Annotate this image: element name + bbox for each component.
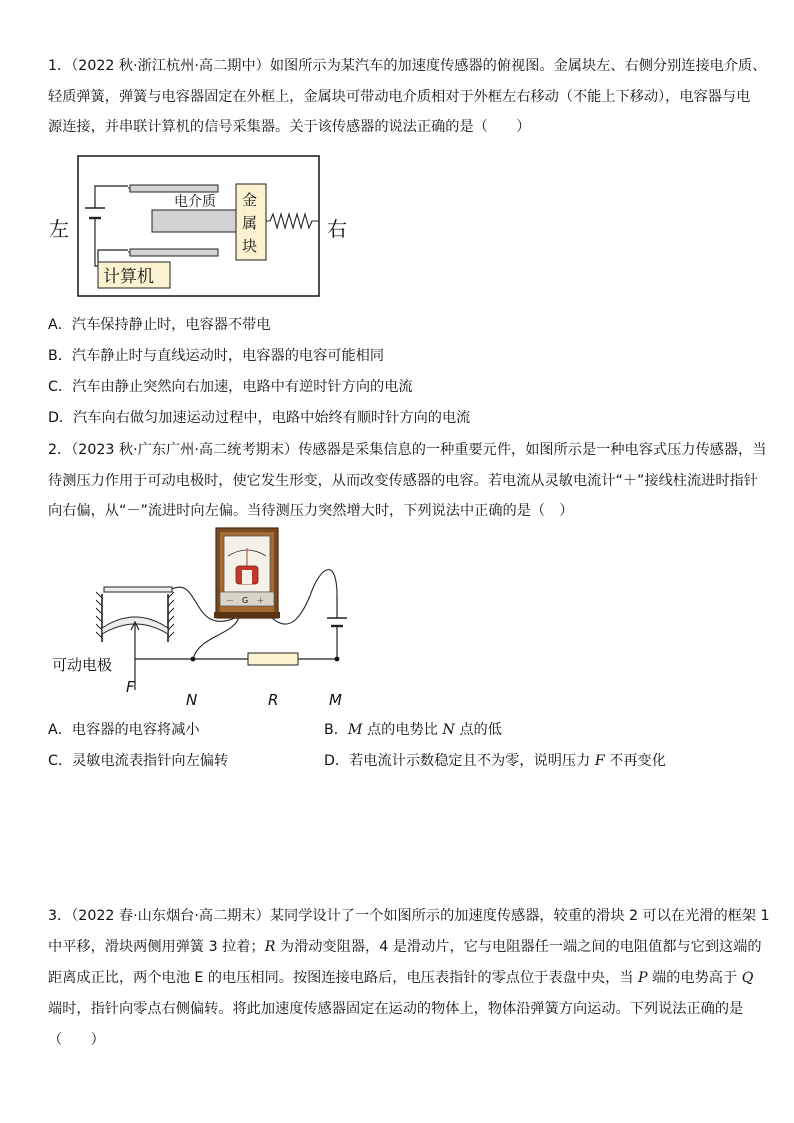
metal-block-char-3: 块 (242, 237, 258, 255)
q1-option-c: C．汽车由静止突然向右加速，电路中有逆时针方向的电流 (48, 379, 413, 395)
point-m-label: M (329, 691, 342, 709)
q3-stem-line-2: 中平移，滑块两侧用弹簧 3 拉着；R 为滑动变阻器，4 是滑动片，它与电阻器任一端之间的电阻值都与它到这端的 (48, 939, 762, 955)
q1-option-b: B．汽车静止时与直线运动时，电容器的电容可能相同 (48, 348, 385, 364)
computer-label: 计算机 (103, 267, 154, 287)
point-n-label: N (186, 691, 198, 709)
resistor (248, 653, 298, 665)
q1-stem-line-1: 1．（2022 秋·浙江杭州·高二期中）如图所示为某汽车的加速度传感器的俯视图。金属块左、右侧分别连接电介质、 (48, 58, 767, 74)
q2-pressure-sensor-figure (40, 526, 360, 712)
q1-option-d: D．汽车向右做匀加速运动过程中，电路中始终有顺时针方向的电流 (48, 410, 471, 426)
spring (266, 214, 319, 228)
movable-electrode-label: 可动电极 (52, 656, 113, 674)
q2-stem-line-2: 待测压力作用于可动电极时，使它发生形变，从而改变传感器的电容。若电流从灵敏电流计“＋”接线柱流进时指针 (48, 473, 758, 489)
dielectric-slab (152, 210, 236, 232)
fixed-electrode (104, 587, 172, 592)
q2-stem-line-1: 2．（2023 秋·广东广州·高二统考期末）传感器是采集信息的一种重要元件，如图所示是一种电容式压力传感器，当 (48, 442, 767, 458)
galvanometer-terminals: － G ＋ (226, 596, 265, 605)
q3-stem-line-3: 距离成正比，两个电池 E 的电压相同。按图连接电路后，电压表指针的零点位于表盘中央，当 P 端的电势高于 Q (48, 970, 754, 986)
q1-stem-line-2: 轻质弹簧，弹簧与电容器固定在外框上，金属块可带动电介质相对于外框左右移动（不能上下移动），电容器与电 (48, 89, 751, 105)
metal-block-char-1: 金 (242, 191, 258, 209)
q1-stem-line-3: 源连接，并串联计算机的信号采集器。关于该传感器的说法正确的是（ ） (48, 119, 531, 135)
dielectric-label: 电介质 (174, 194, 216, 210)
q3-stem-line-1: 3．（2022 春·山东烟台·高二期末）某同学设计了一个如图所示的加速度传感器，较重的滑块 2 可以在光滑的框架 1 (48, 908, 770, 924)
metal-block-char-2: 属 (242, 214, 258, 232)
q2-stem-line-3: 向右偏，从“－”流进时向左偏。当待测压力突然增大时，下列说法中正确的是（ ） (48, 503, 574, 519)
q2-option-c: C．灵敏电流表指针向左偏转 (48, 753, 229, 769)
q1-option-a: A．汽车保持静止时，电容器不带电 (48, 317, 271, 333)
capacitor-bottom-plate (130, 249, 218, 256)
bottom-circuit-wire (135, 642, 337, 659)
q2-option-d: D．若电流计示数稳定且不为零，说明压力 F 不再变化 (324, 753, 666, 769)
point-m-dot (335, 657, 340, 662)
galvanometer (214, 528, 280, 618)
q3-stem-line-5: （ ） (48, 1032, 105, 1048)
circuit-wire (95, 186, 128, 266)
q2-option-a: A．电容器的电容将减小 (48, 722, 200, 738)
left-label: 左 (49, 217, 69, 241)
force-label: F (126, 678, 135, 696)
q2-option-b: B．M 点的电势比 N 点的低 (324, 722, 502, 738)
q3-stem-line-4: 端时，指针向零点右侧偏转。将此加速度传感器固定在运动的物体上，物体沿弹簧方向运动。下列说法正确的是 (48, 1001, 744, 1017)
q1-sensor-figure (40, 150, 347, 302)
resistor-label: R (268, 691, 279, 709)
capacitor-top-plate (130, 185, 218, 192)
right-label: 右 (327, 217, 347, 241)
